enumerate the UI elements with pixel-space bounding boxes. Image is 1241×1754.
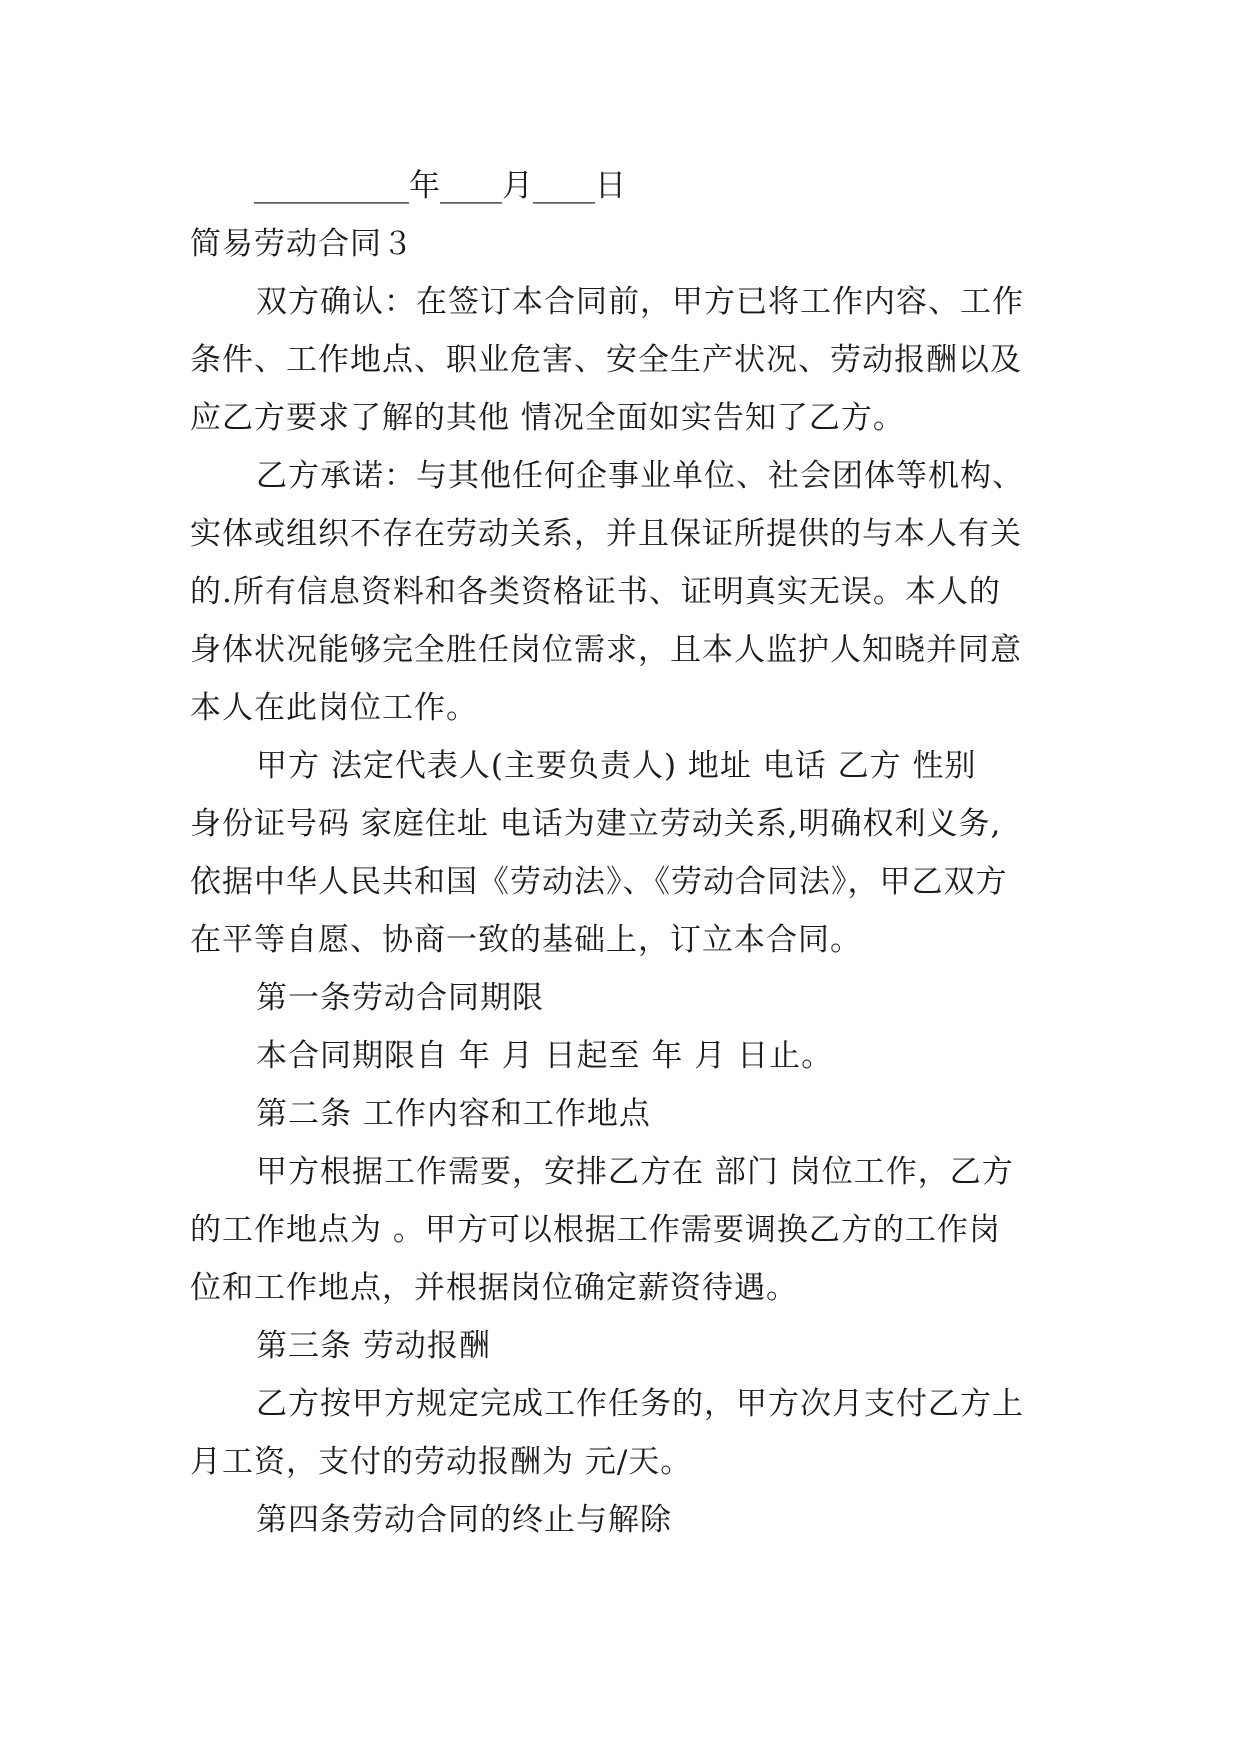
paragraph-line: 甲方 法定代表人(主要负责人) 地址 电话 乙方 性别 [256, 748, 977, 784]
paragraph-line: 乙方按甲方规定完成工作任务的，甲方次月支付乙方上 [256, 1386, 1024, 1422]
paragraph-line: 在平等自愿、协商一致的基础上，订立本合同。 [190, 922, 862, 958]
paragraph-line: 身体状况能够完全胜任岗位需求，且本人监护人知晓并同意 [190, 632, 1022, 668]
paragraph-line: 本人在此岗位工作。 [190, 690, 478, 726]
paragraph-line: 的.所有信息资料和各类资格证书、证明真实无误。本人的 [190, 574, 1001, 610]
paragraph-line: 依据中华人民共和国《劳动法》、《劳动合同法》，甲乙双方 [190, 864, 1008, 900]
paragraph-line: 的工作地点为 。甲方可以根据工作需要调换乙方的工作岗 [190, 1212, 1001, 1248]
paragraph-line: 身份证号码 家庭住址 电话为建立劳动关系,明确权利义务, [190, 806, 1002, 842]
clause-heading: 第二条 工作内容和工作地点 [256, 1096, 651, 1132]
paragraph-line: 乙方承诺：与其他任何企事业单位、社会团体等机构、 [256, 458, 1024, 494]
signature-date-line: __________年____月____日 [254, 168, 626, 204]
paragraph-line: 应乙方要求了解的其他 情况全面如实告知了乙方。 [190, 400, 905, 436]
clause-heading: 第三条 劳动报酬 [256, 1328, 491, 1364]
paragraph-line: 月工资，支付的劳动报酬为 元/天。 [190, 1444, 693, 1480]
paragraph-line: 甲方根据工作需要，安排乙方在 部门 岗位工作，乙方 [256, 1154, 1014, 1190]
paragraph-line: 本合同期限自 年 月 日起至 年 月 日止。 [256, 1038, 834, 1074]
paragraph-line: 实体或组织不存在劳动关系，并且保证所提供的与本人有关 [190, 516, 1022, 552]
clause-heading: 第四条劳动合同的终止与解除 [256, 1502, 672, 1538]
paragraph-line: 双方确认：在签订本合同前，甲方已将工作内容、工作 [256, 284, 1024, 320]
clause-heading: 第一条劳动合同期限 [256, 980, 544, 1016]
paragraph-line: 位和工作地点，并根据岗位确定薪资待遇。 [190, 1270, 798, 1306]
contract-title: 简易劳动合同３ [190, 226, 414, 262]
paragraph-line: 条件、工作地点、职业危害、安全生产状况、劳动报酬以及 [190, 342, 1022, 378]
